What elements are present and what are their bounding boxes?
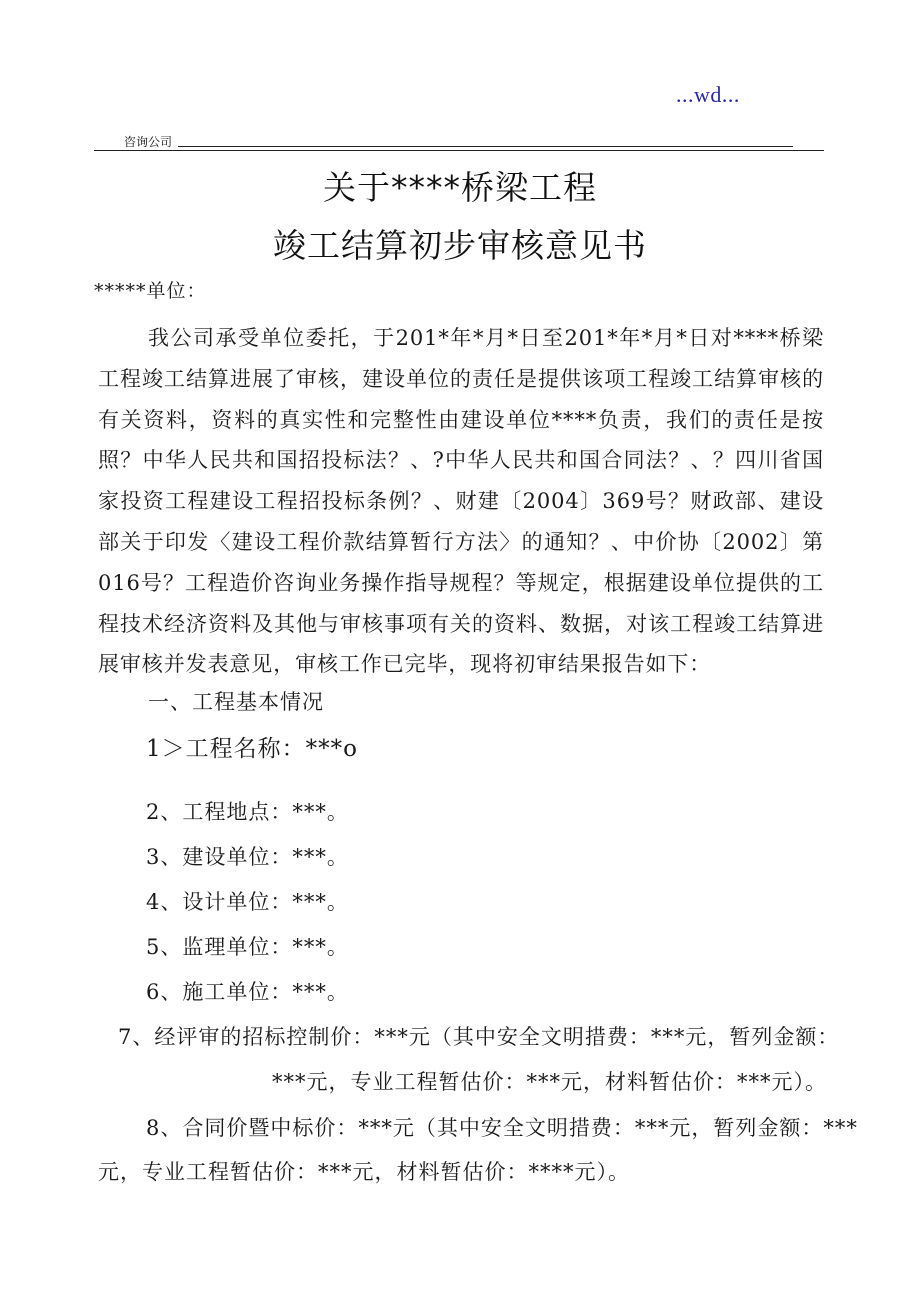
header-rule [94,150,824,151]
item-control-price-line-1: 7、经评审的招标控制价：***元（其中安全文明措费：***元，暂列金额： [118,1025,840,1049]
item-control-price-line-2: ***元，专业工程暂估价：***元，材料暂估价：***元）。 [272,1070,827,1094]
section-heading: 一、工程基本情况 [148,690,324,714]
item-design-unit: 4、设计单位：***。 [146,890,349,914]
item-project-location: 2、工程地点：***。 [146,800,349,824]
intro-paragraph: 我公司承受单位委托，于201*年*月*日至201*年*月*日对****桥梁工程竣工结算进展了审核，建设单位的责任是提供该项工程竣工结算审核的有关资料，资料的真实性和完整性由建设单位****负责，我们的责任是按照？中华人民共和国招投标法？、?中华人民共和国合同法？、？四川省国家投资工程建设工程招投标条例？、财建〔2004〕369号？财政部、建设部关于印发〈建设工程价款结算暂行方法〉的通知？、中价协〔2002〕第016号？工程造价咨询业务操作指导规程？等规定，根据建设单位提供的工程技术经济资料及其他与审核事项有关的资料、数据，对该工程竣工结算进展审核并发表意见，审核工作已完毕，现将初审结果报告如下： [98,326,824,677]
document-title-line-1: 关于****桥梁工程 [323,168,597,207]
item-project-name: 1＞工程名称：***o [146,736,358,762]
addressee: *****单位： [94,280,207,302]
header-underline [178,146,793,147]
item-contractor-unit: 6、施工单位：***。 [146,980,349,1004]
item-contract-price-line-2: 元，专业工程暂估价：***元，材料暂估价：****元）。 [98,1160,630,1184]
item-supervision-unit: 5、监理单位：***。 [146,935,349,959]
item-construction-unit: 3、建设单位：***。 [146,845,349,869]
company-label: 咨询公司 [124,135,173,149]
item-contract-price-line-1: 8、合同价暨中标价：***元（其中安全文明措费：***元，暂列金额：*** [146,1116,858,1140]
header-watermark: ...wd... [676,82,740,107]
document-title-line-2: 竣工结算初步审核意见书 [273,226,647,265]
